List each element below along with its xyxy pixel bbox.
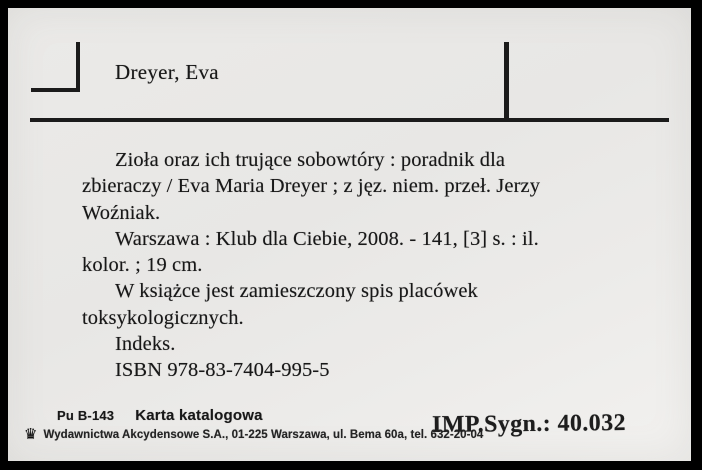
publication-line: Warszawa : Klub dla Ciebie, 2008. - 141, [3] s. : il. <box>115 227 539 250</box>
note-line: toksykologicznych. <box>82 306 244 329</box>
publisher-imprint <box>24 427 483 442</box>
form-code: Pu B-143 <box>57 408 115 423</box>
publisher-address: Wydawnictwa Akcydensowe S.A., 01-225 Warszawa, ul. Bema 60a, tel. 632-20-04 <box>43 428 484 441</box>
form-title: Karta katalogowa <box>135 407 263 424</box>
title-statement-line: Woźniak. <box>82 201 161 224</box>
title-statement-line: zbieraczy / Eva Maria Dreyer ; z jęz. niem. przeł. Jerzy <box>82 175 541 198</box>
title-statement-line: Zioła oraz ich trujące sobowtóry : poradnik dla <box>115 149 506 171</box>
catalog-card-paper <box>8 8 691 461</box>
publication-line: kolor. ; 19 cm. <box>82 254 203 277</box>
note-line: W książce jest zamieszczony spis placówek <box>115 280 478 303</box>
author-heading: Dreyer, Eva <box>115 60 219 84</box>
bibliographic-description <box>82 147 662 384</box>
heading-corner-mark <box>31 42 80 92</box>
index-note-line: Indeks. <box>115 333 176 356</box>
card-form-caption <box>57 407 263 425</box>
publisher-logo-icon: ♛ <box>24 425 38 443</box>
horizontal-rule <box>30 118 669 123</box>
vertical-divider-tick <box>504 42 509 122</box>
isbn-line: ISBN 978-83-7404-995-5 <box>115 359 330 382</box>
signature-stamp: IMP.Sygn.: 40.032 <box>431 409 627 439</box>
